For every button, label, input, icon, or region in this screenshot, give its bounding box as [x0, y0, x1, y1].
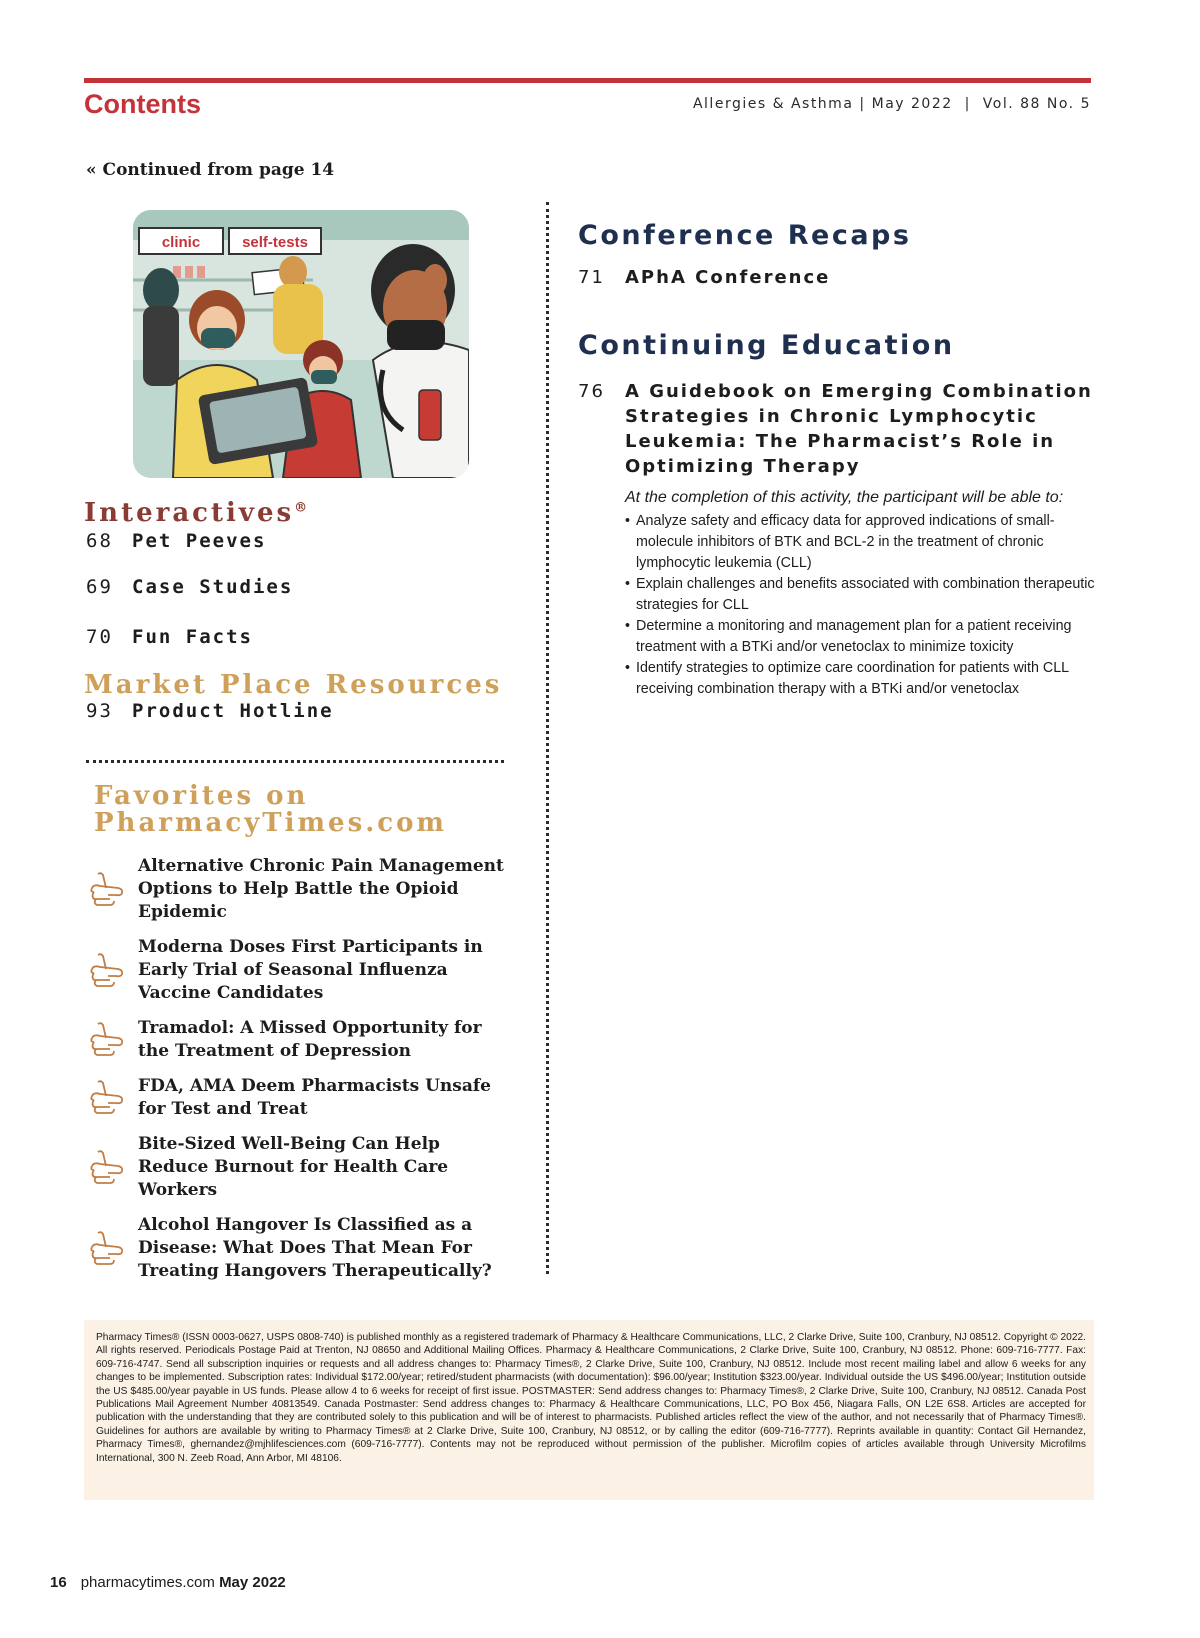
- toc-item-title: APhA Conference: [625, 267, 831, 288]
- favorites-heading-line2: PharmacyTimes.com: [94, 808, 447, 838]
- pointing-hand-icon: [88, 951, 126, 991]
- favorites-heading: [94, 783, 514, 837]
- pointing-hand-icon: [88, 1148, 126, 1188]
- right-column: [578, 220, 1098, 700]
- issue-volume: Vol. 88 No. 5: [982, 96, 1091, 112]
- header-rule: [84, 78, 1091, 83]
- favorite-article[interactable]: [88, 1075, 508, 1121]
- favorite-article[interactable]: [88, 1017, 508, 1063]
- page-title: Contents: [84, 89, 201, 119]
- toc-item-apha-conference[interactable]: [578, 265, 1098, 290]
- page-footer: [50, 1574, 286, 1591]
- issue-date: May 2022: [871, 96, 953, 112]
- ce-objectives: [625, 511, 1098, 700]
- toc-item-case-studies[interactable]: [86, 576, 293, 598]
- ce-objective: • Determine a monitoring and management plan for a patient receiving treatment with a BTKi and/or venetoclax to minimize toxicity: [625, 616, 1098, 658]
- pointing-hand-icon: [88, 870, 126, 910]
- pointing-hand-icon: [88, 1229, 126, 1269]
- ce-objective: • Explain challenges and benefits associated with combination therapeutic strategies for CLL: [625, 574, 1098, 616]
- toc-item-number: 93: [86, 700, 113, 722]
- issue-topic: Allergies & Asthma: [692, 96, 854, 112]
- publisher-notice: Pharmacy Times® (ISSN 0003-0627, USPS 0808-740) is published monthly as a registered trademark of Pharmacy & Healthcare Communications, LLC, 2 Clarke Drive, Suite 100, Cranbury, NJ 08512. Copyright © 2022. All rights reserved. Periodicals Postage Paid at Trenton, NJ 08650 and Additional Mailing Offices. Pharmacy & Healthcare Communications, 2 Clarke Drive, Suite 100, Cranbury, NJ 08512. Phone: 609-716-7777. Fax: 609-716-4747. Send all subscription inquiries or requests and all address changes to: Pharmacy Times®, 2 Clarke Drive, Suite 100, Cranbury, NJ 08512. Include most recent mailing label and allow 6 weeks for any changes to be implemented. Subscription rates: Individual $172.00/year; retired/student pharmacists (with documentation): $96.00/year; Institution $323.00/year. Individual outside the US $496.00/year; Institution outside the US $485.00/year payable in US funds. Please allow 4 to 6 weeks for receipt of first issue. POSTMASTER: Send address changes to: Pharmacy Times®, 2 Clarke Drive, Suite 100, Cranbury, NJ 08512. Canada Post Publications Mail Agreement Number 40813549. Canada Postmaster: Send address changes to: Pharmacy & Healthcare Communications, LLC, PO Box 456, Niagara Falls, ON L2E 6S8. Articles are accepted for publication with the understanding that they are contributed solely to this publication and will be of interest to pharmacists. Published articles reflect the view of the author, and not necessarily that of Pharmacy Times®. Guidelines for authors are available by writing to Pharmacy Times® at 2 Clarke Drive, Suite 100, Cranbury, NJ 08512, or by calling the editor (609-716-7777). Reprints available in quantity: Contact Gil Hernandez, Pharmacy Times®, ghernandez@mjhlifesciences.com (609-716-7777). Contents may not be reproduced without permission of the publisher. Microfilm copies of articles available through University Microfilms International, 300 N. Zeeb Road, Ann Arbor, MI 48106.: [96, 1332, 1086, 1464]
- section-divider: [86, 760, 504, 763]
- toc-item-number: 76: [578, 381, 605, 402]
- favorite-title: Alcohol Hangover Is Classified as a Disease: What Does That Mean For Treating Hangovers Therapeutically?: [138, 1215, 492, 1281]
- favorite-article[interactable]: [88, 1214, 508, 1283]
- ce-objective: • Analyze safety and efficacy data for approved indications of small-molecule inhibitors of BTK and BCL-2 in the treatment of chronic lymphocytic leukemia (CLL): [625, 511, 1098, 574]
- pointing-hand-icon: [88, 1020, 126, 1060]
- toc-item-fun-facts[interactable]: [86, 626, 253, 648]
- sign-self-tests: self-tests: [242, 234, 308, 251]
- favorite-article[interactable]: [88, 936, 508, 1005]
- favorite-article[interactable]: [88, 1133, 508, 1202]
- favorite-title: Tramadol: A Missed Opportunity for the Treatment of Depression: [138, 1018, 482, 1061]
- toc-item-title: A Guidebook on Emerging Combination Strategies in Chronic Lymphocytic Leukemia: The Pharmacist’s Role in Optimizing Therapy: [625, 381, 1093, 477]
- toc-item-number: 68: [86, 530, 113, 552]
- conference-heading: Conference Recaps: [578, 220, 912, 251]
- continued-link[interactable]: « Continued from page 14: [86, 160, 335, 180]
- toc-item-title: Fun Facts: [132, 626, 253, 648]
- favorite-article[interactable]: [88, 855, 508, 924]
- marketplace-heading: Market Place Resources: [84, 670, 503, 700]
- toc-item-pet-peeves[interactable]: [86, 530, 266, 552]
- toc-item-number: 71: [578, 267, 605, 288]
- column-divider: [546, 202, 549, 1274]
- favorite-title: FDA, AMA Deem Pharmacists Unsafe for Test and Treat: [138, 1076, 491, 1119]
- page-number: 16: [50, 1574, 67, 1591]
- pharmacy-illustration: [133, 210, 469, 478]
- favorite-title: Alternative Chronic Pain Management Options to Help Battle the Opioid Epidemic: [138, 856, 504, 922]
- toc-item-number: 70: [86, 626, 113, 648]
- favorites-list: [88, 855, 508, 1283]
- favorites-heading-line1: Favorites on: [94, 781, 309, 811]
- issue-info: Allergies & Asthma | May 2022 | Vol. 88 No. 5: [692, 96, 1091, 112]
- ce-objective: • Identify strategies to optimize care coordination for patients with CLL receiving combination therapy with a BTKi and/or venetoclax: [625, 658, 1098, 700]
- toc-item-product-hotline[interactable]: [86, 700, 334, 722]
- footer-date: May 2022: [219, 1574, 286, 1591]
- registered-mark: ®: [294, 500, 311, 516]
- toc-item-title: Case Studies: [132, 576, 294, 598]
- pointing-hand-icon: [88, 1078, 126, 1118]
- toc-item-ce-guidebook[interactable]: [578, 379, 1098, 479]
- ce-heading: Continuing Education: [578, 330, 955, 361]
- favorite-title: Bite-Sized Well-Being Can Help Reduce Burnout for Health Care Workers: [138, 1134, 449, 1200]
- toc-item-title: Pet Peeves: [132, 530, 267, 552]
- favorite-title: Moderna Doses First Participants in Early Trial of Seasonal Influenza Vaccine Candidates: [138, 937, 483, 1003]
- toc-item-title: Product Hotline: [132, 700, 334, 722]
- toc-item-number: 69: [86, 576, 113, 598]
- footer-site[interactable]: pharmacytimes.com: [80, 1574, 215, 1591]
- ce-intro: At the completion of this activity, the participant will be able to:: [625, 489, 1064, 506]
- sign-clinic: clinic: [161, 234, 201, 251]
- interactives-heading-text: Interactives: [84, 498, 295, 528]
- interactives-heading: [84, 498, 310, 528]
